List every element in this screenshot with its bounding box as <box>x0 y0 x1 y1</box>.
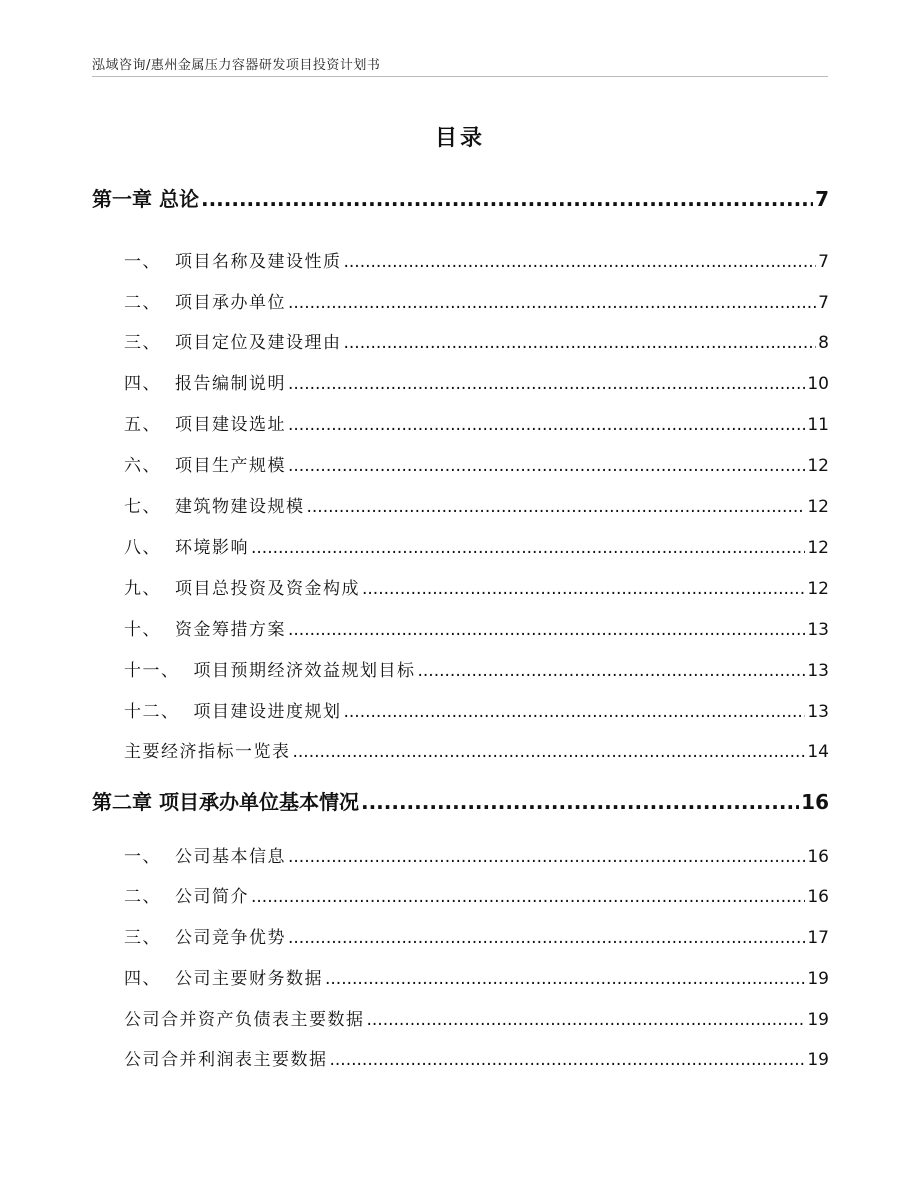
toc-table-entry[interactable] <box>124 1045 829 1070</box>
toc-dot-leader <box>307 497 806 517</box>
toc-entry-number: 一、 <box>124 252 161 272</box>
toc-page-number: 17 <box>807 928 829 948</box>
toc-dot-leader <box>288 928 805 948</box>
toc-section-entry[interactable] <box>124 697 829 722</box>
toc-section-entry[interactable] <box>124 328 829 353</box>
toc-dot-leader <box>293 742 806 762</box>
toc-dot-leader <box>330 1050 806 1070</box>
toc-entry-number: 六、 <box>124 456 161 476</box>
toc-entry-title <box>124 247 342 272</box>
toc-entry-title <box>124 923 286 948</box>
toc-chapter-entry[interactable] <box>92 183 829 212</box>
toc-dot-leader <box>362 579 805 599</box>
toc-dot-leader <box>288 415 805 435</box>
toc-dot-leader <box>418 661 806 681</box>
toc-entry-title <box>124 1005 365 1030</box>
toc-section-entry[interactable] <box>124 923 829 948</box>
toc-page-number: 12 <box>807 579 829 599</box>
toc-entry-title <box>124 492 305 517</box>
page-header: 泓域咨询/惠州金属压力容器研发项目投资计划书 <box>92 58 381 73</box>
toc-entry-title <box>124 656 416 681</box>
toc-section-entry[interactable] <box>124 964 829 989</box>
toc-entry-label: 公司基本信息 <box>175 847 286 867</box>
toc-entry-number: 八、 <box>124 538 161 558</box>
toc-entry-title <box>124 574 360 599</box>
toc-entry-number: 四、 <box>124 374 161 394</box>
toc-table-entry[interactable] <box>124 1005 829 1030</box>
toc-entry-number: 三、 <box>124 928 161 948</box>
toc-entry-label: 公司合并资产负债表主要数据 <box>124 1010 365 1030</box>
toc-entry-label: 项目建设选址 <box>175 415 286 435</box>
toc-entry-number: 十一、 <box>124 661 180 681</box>
toc-entry-number: 九、 <box>124 579 161 599</box>
toc-page-number: 8 <box>818 333 829 353</box>
toc-entry-label: 建筑物建设规模 <box>175 497 305 517</box>
toc-dot-leader <box>288 374 805 394</box>
toc-entry-number: 三、 <box>124 333 161 353</box>
toc-entry-title <box>124 737 291 762</box>
toc-entry-label: 公司合并利润表主要数据 <box>124 1050 328 1070</box>
toc-dot-leader <box>288 847 805 867</box>
toc-entry-title <box>124 697 342 722</box>
toc-entry-title <box>124 288 286 313</box>
toc-dot-leader <box>201 187 813 211</box>
toc-page-number: 16 <box>801 790 829 814</box>
toc-entry-label: 项目总投资及资金构成 <box>175 579 360 599</box>
toc-entry-label: 项目承办单位 <box>175 293 286 313</box>
toc-page-number: 16 <box>807 847 829 867</box>
toc-entry-label: 资金筹措方案 <box>175 620 286 640</box>
toc-page-number: 11 <box>807 415 829 435</box>
toc-entry-label: 第一章 总论 <box>92 187 199 211</box>
toc-entry-title <box>124 615 286 640</box>
toc-entry-number: 十二、 <box>124 702 180 722</box>
toc-entry-label: 主要经济指标一览表 <box>124 742 291 762</box>
toc-section-entry[interactable] <box>124 615 829 640</box>
toc-dot-leader <box>251 538 805 558</box>
toc-section-entry[interactable] <box>124 410 829 435</box>
toc-page-number: 14 <box>807 742 829 762</box>
toc-table-entry[interactable] <box>124 737 829 762</box>
toc-section-entry[interactable] <box>124 882 829 907</box>
toc-entry-title <box>124 533 249 558</box>
toc-section-entry[interactable] <box>124 842 829 867</box>
toc-entry-title <box>124 451 286 476</box>
toc-chapter-entry[interactable] <box>92 786 829 815</box>
toc-page-number: 13 <box>807 661 829 681</box>
toc-entry-title <box>124 964 323 989</box>
toc-entry-title <box>92 786 359 815</box>
toc-entry-number: 七、 <box>124 497 161 517</box>
toc-page-number: 12 <box>807 456 829 476</box>
toc-section-entry[interactable] <box>124 451 829 476</box>
toc-entry-label: 第二章 项目承办单位基本情况 <box>92 790 359 814</box>
toc-dot-leader <box>288 620 805 640</box>
toc-entry-number: 五、 <box>124 415 161 435</box>
toc-entry-label: 项目定位及建设理由 <box>175 333 342 353</box>
toc-dot-leader <box>251 887 805 907</box>
toc-dot-leader <box>325 969 805 989</box>
toc-page-number: 7 <box>818 293 829 313</box>
toc-entry-label: 项目预期经济效益规划目标 <box>193 661 416 681</box>
toc-entry-number: 一、 <box>124 847 161 867</box>
toc-entry-label: 公司简介 <box>175 887 249 907</box>
toc-section-entry[interactable] <box>124 247 829 272</box>
toc-page-number: 19 <box>807 1010 829 1030</box>
toc-dot-leader <box>288 456 805 476</box>
toc-entry-number: 十、 <box>124 620 161 640</box>
toc-dot-leader <box>288 293 816 313</box>
toc-entry-label: 报告编制说明 <box>175 374 286 394</box>
toc-section-entry[interactable] <box>124 369 829 394</box>
toc-dot-leader <box>344 333 817 353</box>
toc-title: 目录 <box>434 126 485 151</box>
toc-page-number: 19 <box>807 1050 829 1070</box>
toc-page-number: 13 <box>807 702 829 722</box>
toc-page-number: 16 <box>807 887 829 907</box>
toc-section-entry[interactable] <box>124 533 829 558</box>
toc-dot-leader <box>361 790 799 814</box>
toc-page-number: 10 <box>807 374 829 394</box>
toc-entry-title <box>124 328 342 353</box>
toc-entry-title <box>124 410 286 435</box>
toc-page-number: 12 <box>807 538 829 558</box>
toc-entry-label: 公司竞争优势 <box>175 928 286 948</box>
toc-section-entry[interactable] <box>124 288 829 313</box>
toc-entry-label: 项目名称及建设性质 <box>175 252 342 272</box>
toc-dot-leader <box>344 702 806 722</box>
toc-entry-label: 公司主要财务数据 <box>175 969 323 989</box>
toc-entry-label: 环境影响 <box>175 538 249 558</box>
toc-page-number: 7 <box>818 252 829 272</box>
toc-entry-label: 项目生产规模 <box>175 456 286 476</box>
toc-section-entry[interactable] <box>124 574 829 599</box>
toc-page-number: 7 <box>815 187 829 211</box>
toc-entry-number: 二、 <box>124 887 161 907</box>
header-divider <box>92 76 828 77</box>
toc-dot-leader <box>344 252 817 272</box>
toc-section-entry[interactable] <box>124 492 829 517</box>
toc-entry-title <box>124 882 249 907</box>
toc-page-number: 19 <box>807 969 829 989</box>
toc-entry-number: 四、 <box>124 969 161 989</box>
toc-dot-leader <box>367 1010 806 1030</box>
toc-page-number: 13 <box>807 620 829 640</box>
toc-entry-number: 二、 <box>124 293 161 313</box>
toc-entry-title <box>92 183 199 212</box>
toc-entry-label: 项目建设进度规划 <box>193 702 342 722</box>
toc-page-number: 12 <box>807 497 829 517</box>
toc-entry-title <box>124 369 286 394</box>
toc-entry-title <box>124 1045 328 1070</box>
toc-section-entry[interactable] <box>124 656 829 681</box>
toc-entry-title <box>124 842 286 867</box>
